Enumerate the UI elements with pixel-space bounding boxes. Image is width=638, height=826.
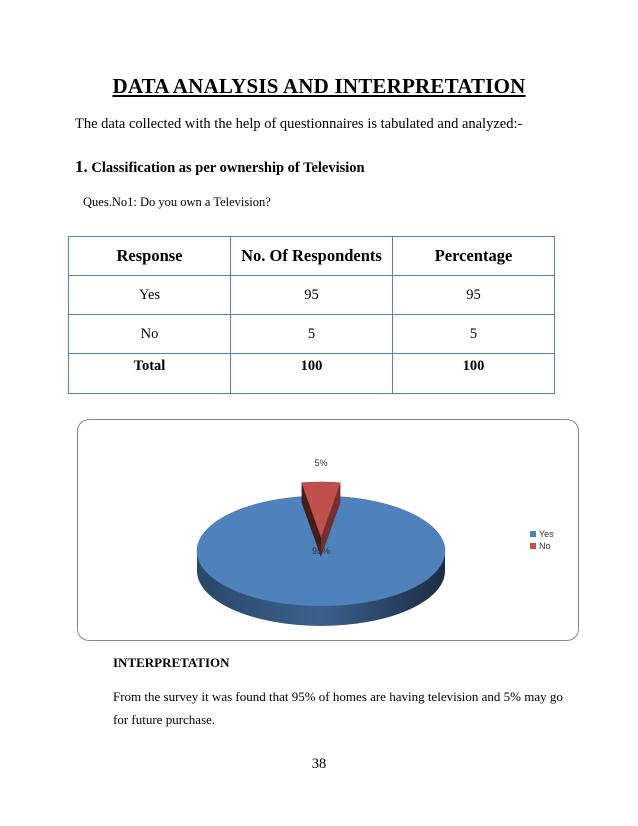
cell-respondents: 5 — [231, 315, 393, 354]
data-label-no: 5% — [314, 458, 328, 468]
page-title: DATA ANALYSIS AND INTERPRETATION — [112, 74, 526, 98]
header-percentage: Percentage — [393, 237, 555, 276]
table-row — [69, 276, 555, 315]
table-header-row — [69, 237, 555, 276]
cell-response: Yes — [69, 276, 231, 315]
response-table — [68, 236, 555, 394]
table-total-row — [69, 354, 555, 394]
legend-swatch-no — [530, 543, 536, 549]
page-number: 38 — [311, 756, 327, 772]
total-respondents: 100 — [231, 354, 393, 394]
legend-label-no: No — [539, 541, 551, 551]
intro-text: The data collected with the help of questionnaires is tabulated and analyzed:- — [75, 116, 523, 132]
section-number: 1. — [75, 157, 88, 176]
header-respondents: No. Of Respondents — [231, 237, 393, 276]
section-heading — [75, 157, 365, 177]
legend-swatch-yes — [530, 531, 536, 537]
interpretation-text: From the survey it was found that 95% of homes are having television and 5% may go for future purchase. — [113, 689, 563, 727]
data-label-yes: 95% — [311, 546, 331, 556]
pie-chart-svg — [78, 420, 578, 640]
total-percentage: 100 — [393, 354, 555, 394]
legend-label-yes: Yes — [539, 529, 554, 539]
cell-percentage: 95 — [393, 276, 555, 315]
pie-chart — [77, 419, 579, 641]
total-label: Total — [69, 354, 231, 394]
table-row — [69, 315, 555, 354]
cell-response: No — [69, 315, 231, 354]
cell-percentage: 5 — [393, 315, 555, 354]
header-response: Response — [69, 237, 231, 276]
section-title: Classification as per ownership of Television — [91, 160, 365, 176]
interpretation-heading: INTERPRETATION — [113, 655, 230, 670]
question-text: Ques.No1: Do you own a Television? — [83, 195, 271, 209]
cell-respondents: 95 — [231, 276, 393, 315]
